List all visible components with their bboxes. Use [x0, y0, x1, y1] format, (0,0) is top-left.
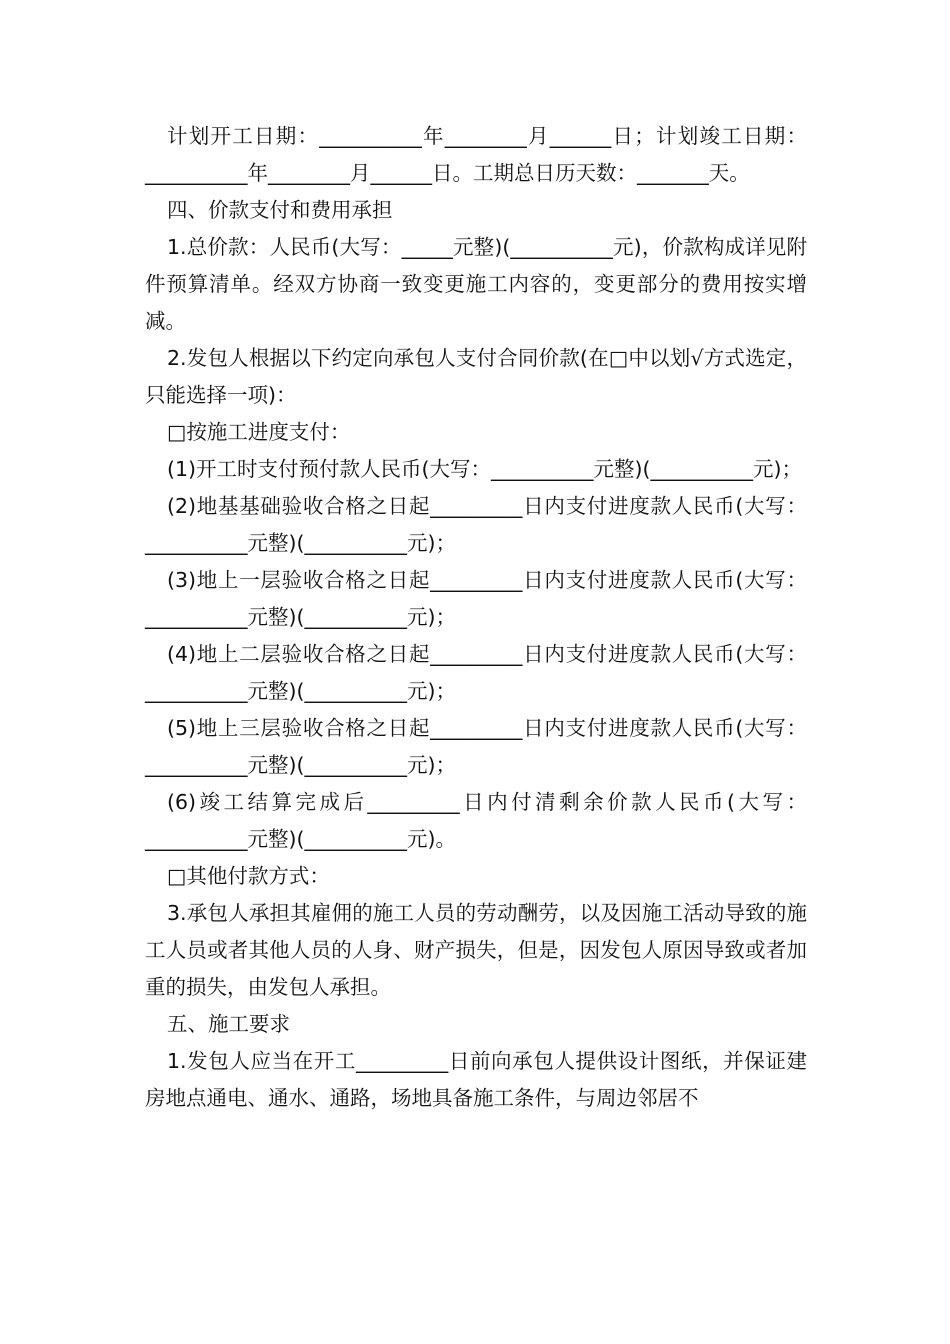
- other-payment-option: □其他付款方式：: [167, 864, 330, 888]
- labor-liability-paragraph: 3.承包人承担其雇佣的施工人员的劳动酬劳，以及因施工活动导致的施工人员或者其他人员的人身、财产损失，但是，因发包人原因导致或者加重的损失，由发包人承担。: [145, 901, 807, 999]
- payment-method-paragraph: 2.发包人根据以下约定向承包人支付合同价款(在□中以划√方式选定，只能选择一项)：: [145, 346, 807, 407]
- section-heading-construction: 五、施工要求: [167, 1012, 290, 1036]
- payment-item-4: (4)地上二层验收合格之日起_________日内支付进度款人民币(大写：__________元整)(__________元)；: [145, 642, 807, 703]
- payment-item-5: (5)地上三层验收合格之日起_________日内支付进度款人民币(大写：__________元整)(__________元)；: [145, 716, 807, 777]
- payment-item-6: (6)竣工结算完成后_________日内付清剩余价款人民币(大写：__________元整)(__________元)。: [145, 790, 807, 851]
- payment-item-2: (2)地基基础验收合格之日起_________日内支付进度款人民币(大写：__________元整)(__________元)；: [145, 494, 807, 555]
- construction-requirement-1: 1.发包人应当在开工_________日前向承包人提供设计图纸，并保证建房地点通电、通水、通路，场地具备施工条件，与周边邻居不: [145, 1049, 807, 1110]
- payment-item-3: (3)地上一层验收合格之日起_________日内支付进度款人民币(大写：__________元整)(__________元)；: [145, 568, 807, 629]
- section-heading-payment: 四、价款支付和费用承担: [167, 198, 393, 222]
- total-price-paragraph: 1.总价款：人民币(大写：_____元整)(__________元)，价款构成详见附件预算清单。经双方协商一致变更施工内容的，变更部分的费用按实增减。: [145, 235, 807, 333]
- progress-payment-option: □按施工进度支付：: [167, 420, 351, 444]
- document-body: [145, 118, 807, 1117]
- planned-dates-paragraph: 计划开工日期：__________年________月______日；计划竣工日期：__________年________月______日。工期总日历天数：_______天。: [145, 124, 807, 185]
- payment-item-1: (1)开工时支付预付款人民币(大写：__________元整)(__________元)；: [167, 457, 803, 481]
